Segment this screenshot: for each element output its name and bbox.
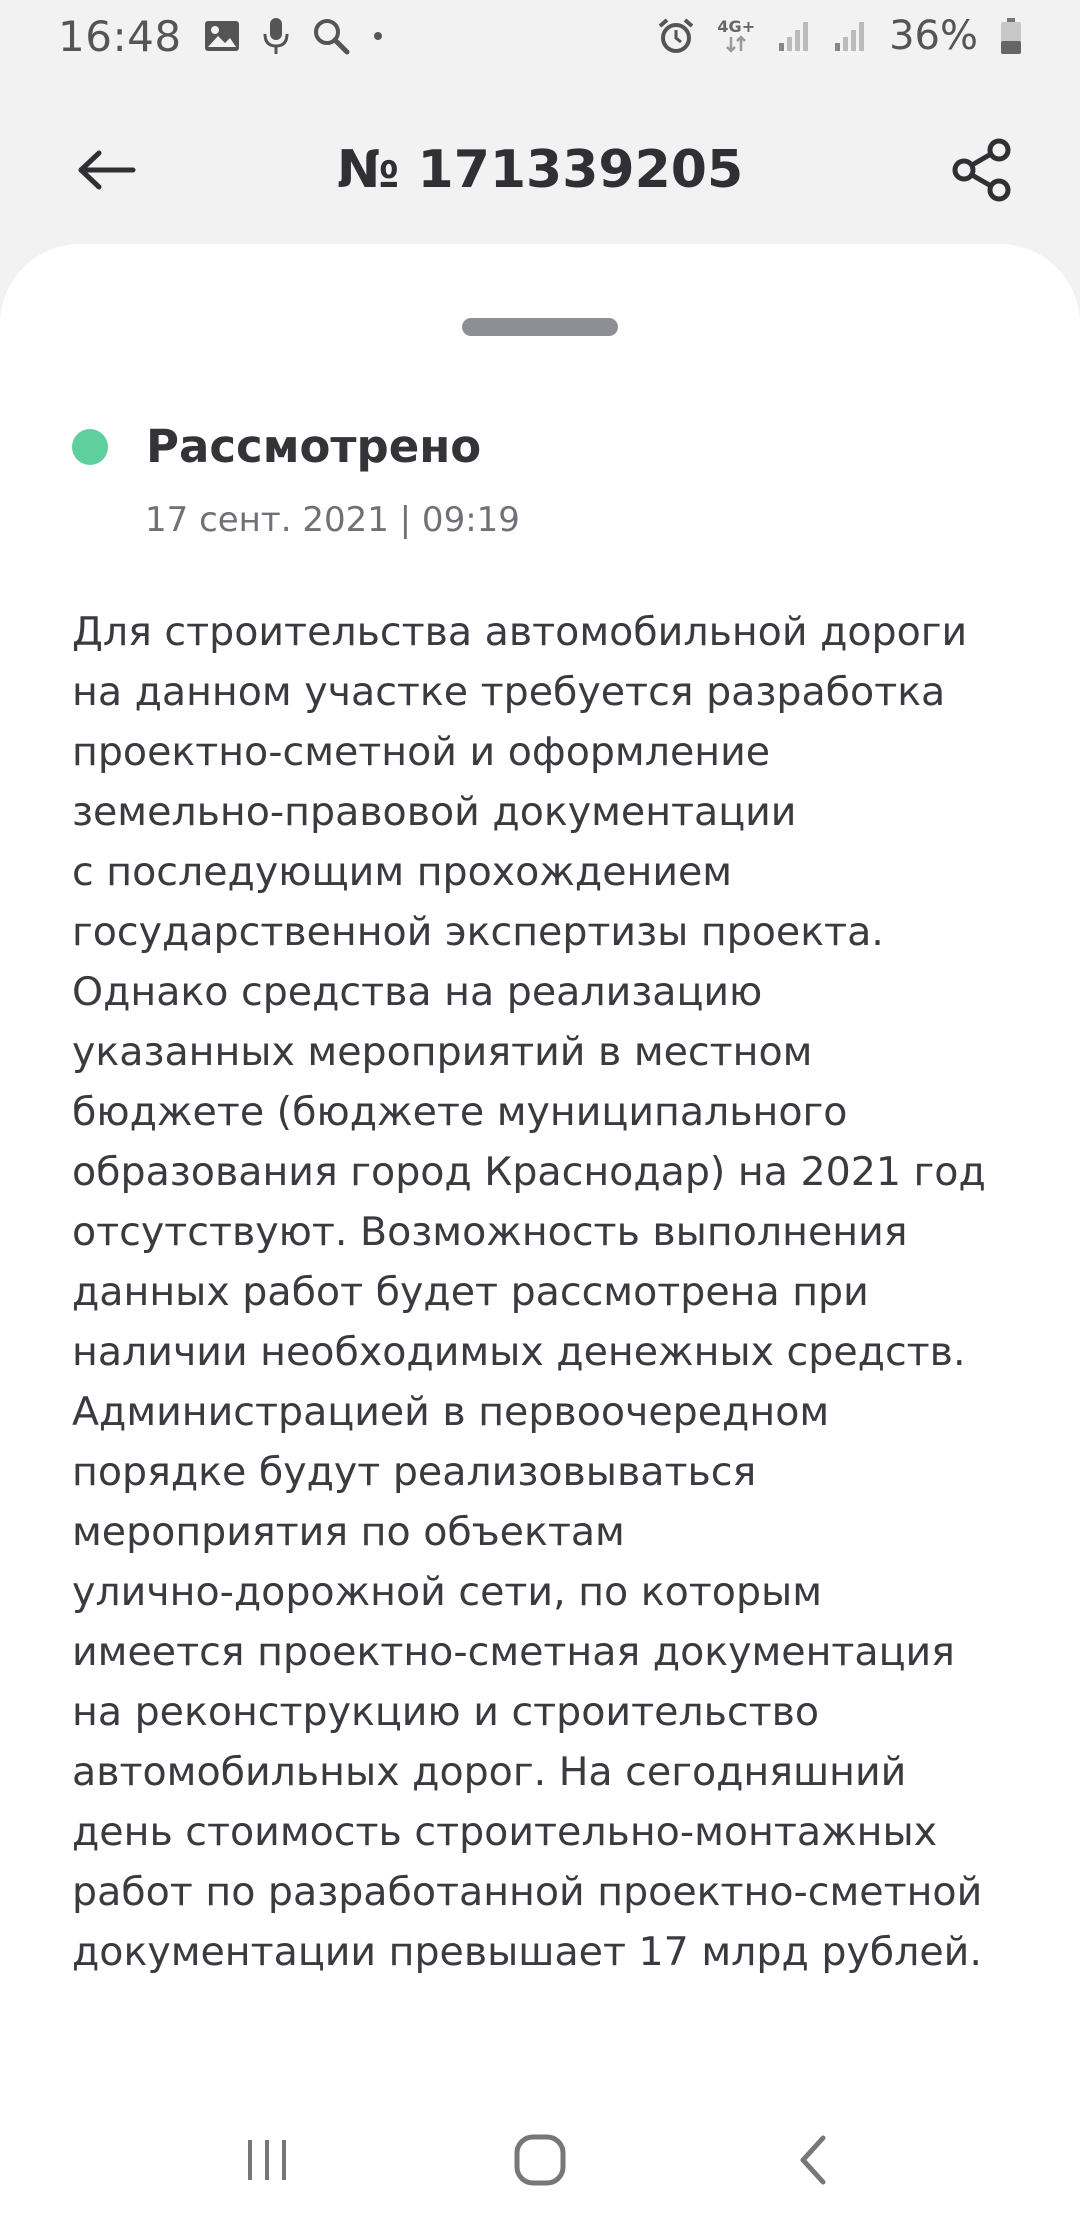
signal-icon (777, 19, 811, 53)
alarm-icon (657, 17, 695, 55)
dot-icon (372, 30, 384, 42)
status-date: 17 сент. 2021 | 09:19 (145, 500, 520, 540)
status-bar (0, 0, 1080, 72)
share-icon (951, 138, 1015, 202)
recents-icon (242, 2135, 292, 2185)
battery-icon (1000, 17, 1022, 55)
app-header (0, 90, 1080, 250)
status-row (72, 420, 481, 473)
response-text: Для строительства автомобильной дороги на данном участке требуется разработка проектно-сметной и оформление земельно-правовой документации с последующим прохождением государственной экспертизы проекта. Однако средства на реализацию указанных мероприятий в местном бюджете (бюджете муниципального образования город Краснодар) на 2021 год отсутствуют. Возможность выполнения данных работ будет рассмотрена при наличии необходимых денежных средств. Администрацией в первоочередном порядке будут реализовываться мероприятия по объектам улично-дорожной сети, по которым имеется проектно-сметная документация на реконструкцию и строительство автомобильных дорог. На сегодняшний день стоимость строительно-монтажных работ по разработанной проектно-сметной документации превышает 17 млрд рублей. (72, 609, 986, 1975)
page-title: № 171339205 (336, 140, 744, 200)
home-button[interactable] (495, 2115, 585, 2205)
network-type-label: 4G+ (717, 17, 756, 36)
signal-icon (833, 19, 867, 53)
status-indicator-dot (72, 429, 108, 465)
battery-percent: 36% (889, 13, 978, 59)
back-button[interactable] (72, 135, 142, 205)
detail-sheet (0, 244, 1080, 2220)
status-bar-left (58, 12, 384, 61)
home-icon (512, 2132, 568, 2188)
image-icon (204, 20, 240, 52)
status-time: 16:48 (58, 11, 182, 61)
share-button[interactable] (948, 135, 1018, 205)
sheet-drag-handle[interactable] (462, 318, 618, 336)
recents-button[interactable] (222, 2115, 312, 2205)
system-nav-bar (0, 2100, 1080, 2220)
arrow-left-icon (77, 150, 137, 190)
status-label: Рассмотрено (146, 420, 482, 473)
back-icon (793, 2132, 833, 2188)
search-icon (312, 17, 350, 55)
status-bar-right (657, 13, 1022, 59)
nav-back-button[interactable] (768, 2115, 858, 2205)
network-icon (717, 19, 755, 53)
mic-icon (262, 17, 290, 55)
